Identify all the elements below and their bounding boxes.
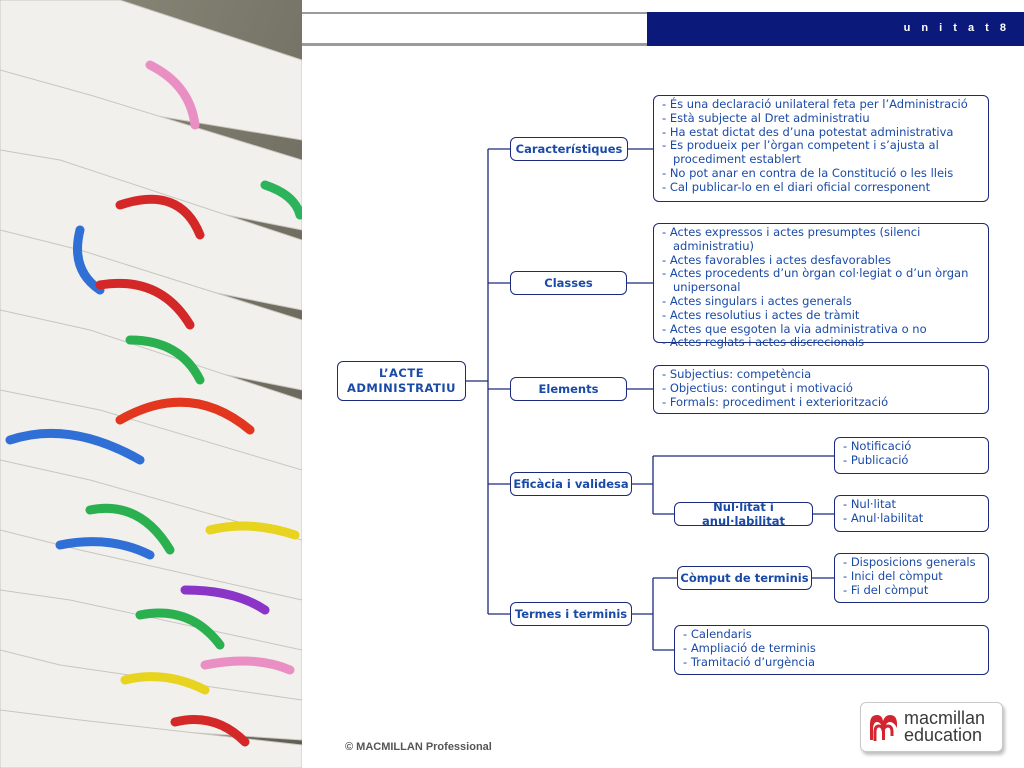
list-item: - Es produeix per l’òrgan competent i s’ajusta al procediment establert — [662, 139, 980, 167]
root-node — [337, 361, 466, 401]
list-item: - Formals: procediment i exteriorització — [662, 396, 980, 410]
list-item: - Actes resolutius i actes de tràmit — [662, 309, 980, 323]
subnode-computo-label: Còmput de terminis — [680, 571, 809, 585]
list-item: - Ampliació de terminis — [683, 642, 980, 656]
detail-eficacia — [834, 437, 989, 474]
list-item: - Cal publicar-lo en el diari oficial corresponent — [662, 181, 980, 195]
list-item: - És una declaració unilateral feta per l’Administració — [662, 98, 980, 112]
list-item: - Està subjecte al Dret administratiu — [662, 112, 980, 126]
list-item: - Calendaris — [683, 628, 980, 642]
list-item: - Anul·labilitat — [843, 512, 980, 526]
root-node-line1: L’ACTE — [378, 366, 425, 380]
logo-word-macmillan: macmillan — [904, 708, 986, 728]
list-item: - Fi del còmput — [843, 584, 980, 598]
detail-computo — [834, 553, 989, 603]
detail-terminis — [674, 625, 989, 675]
branch-elements — [510, 377, 627, 401]
logo-word-education: education — [904, 725, 983, 745]
detail-classes — [653, 223, 989, 350]
list-item: - Notificació — [843, 440, 980, 454]
list-item: - Actes reglats i actes discrecionals — [662, 336, 980, 350]
branch-elements-label: Elements — [538, 382, 599, 396]
subnode-computo — [677, 566, 812, 590]
list-item: - Disposicions generals — [843, 556, 980, 570]
list-item: - Inici del còmput — [843, 570, 980, 584]
branch-termes-label: Termes i terminis — [514, 607, 628, 621]
detail-nullitat — [834, 495, 989, 532]
unit-label: u n i t a t 8 — [903, 22, 1010, 34]
branch-termes — [510, 602, 632, 626]
subnode-nullitat — [674, 502, 813, 526]
list-item: - Subjectius: competència — [662, 368, 980, 382]
subnode-nullitat-label: Nul·litat i anul·labilitat — [702, 500, 785, 528]
list-item: - Nul·litat — [843, 498, 980, 512]
list-item: - Actes expressos i actes presumptes (silenci administratiu) — [662, 226, 980, 254]
list-item: - Tramitació d’urgència — [683, 656, 980, 670]
list-item: - Publicació — [843, 454, 980, 468]
list-item: - No pot anar en contra de la Constitució o les lleis — [662, 167, 980, 181]
list-item: - Objectius: contingut i motivació — [662, 382, 980, 396]
branch-eficacia-label: Eficàcia i validesa — [513, 477, 629, 491]
branch-caracteristiques-label: Característiques — [515, 142, 623, 156]
copyright-text: © MACMILLAN Professional — [345, 741, 492, 753]
branch-classes-label: Classes — [544, 276, 593, 290]
list-item: - Ha estat dictat des d’una potestat administrativa — [662, 126, 980, 140]
list-item: - Actes procedents d’un òrgan col·legiat o d’un òrgan unipersonal — [662, 267, 980, 295]
macmillan-mark-icon — [869, 712, 903, 742]
detail-caracteristiques — [653, 95, 989, 202]
detail-elements — [653, 365, 989, 414]
branch-eficacia — [510, 472, 632, 496]
list-item: - Actes favorables i actes desfavorables — [662, 254, 980, 268]
macmillan-education-logo — [860, 702, 1003, 752]
root-node-line2: ADMINISTRATIU — [346, 381, 457, 395]
branch-classes — [510, 271, 627, 295]
list-item: - Actes que esgoten la via administrativa o no — [662, 323, 980, 337]
branch-caracteristiques — [510, 137, 628, 161]
list-item: - Actes singulars i actes generals — [662, 295, 980, 309]
